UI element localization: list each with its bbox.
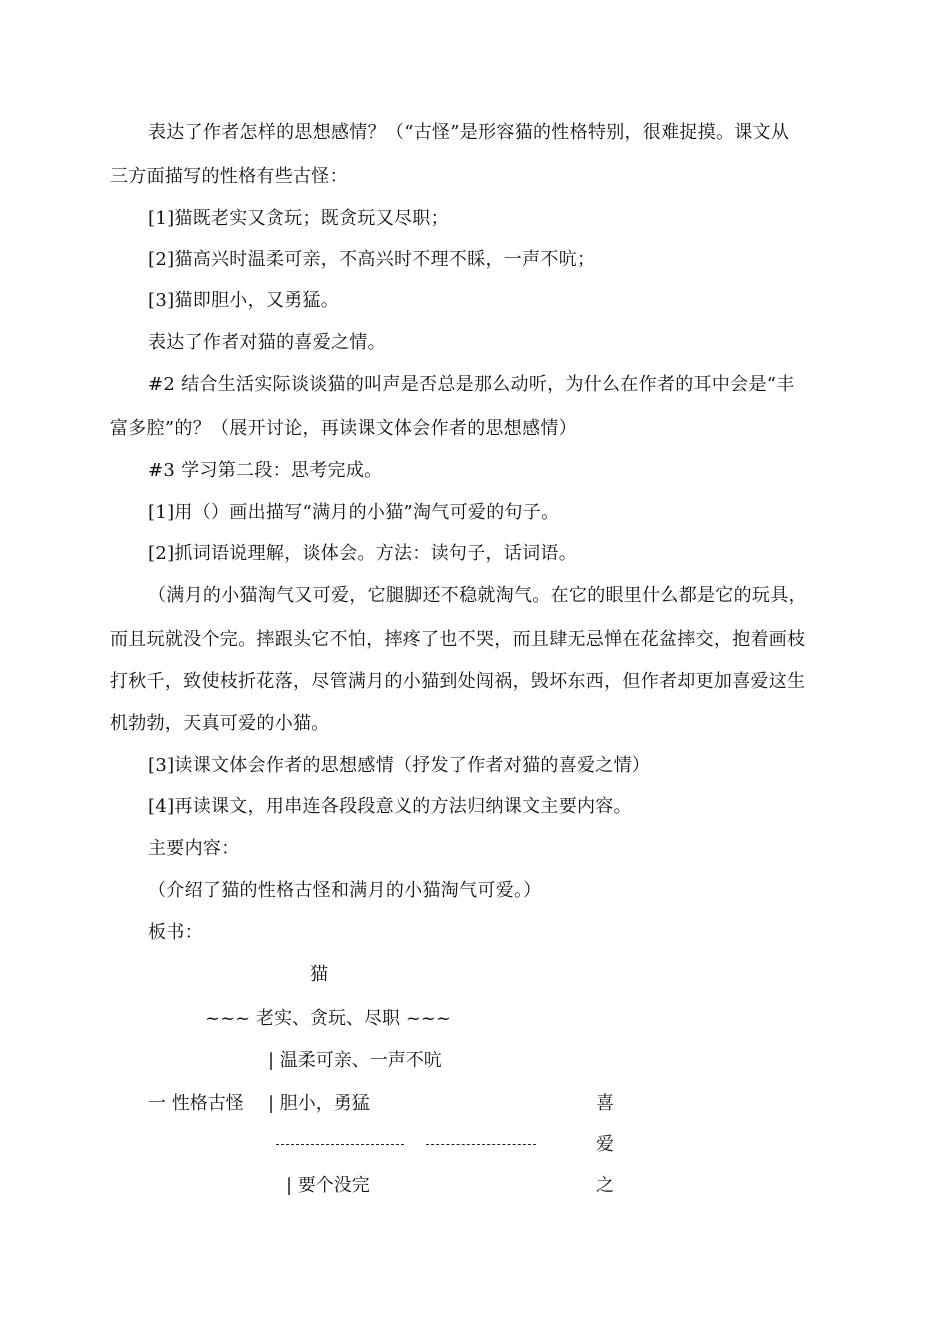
- board-vertical-char-1: 喜: [596, 1093, 614, 1114]
- paragraph-18: 主要内容：: [148, 838, 240, 859]
- paragraph-8: 富多腔”的？（展开讨论，再读课文体会作者的思想感情）: [110, 418, 577, 439]
- board-row-gentle: | 温柔可亲、一声不吭: [268, 1050, 442, 1071]
- paragraph-3: [1]猫既老实又贪玩；既贪玩又尽职；: [148, 208, 449, 229]
- paragraph-19: （介绍了猫的性格古怪和满月的小猫淘气可爱。）: [148, 880, 542, 901]
- board-row-traits: ~~~ 老实、贪玩、尽职 ~~~: [205, 1008, 451, 1029]
- paragraph-11: [2]抓词语说理解，谈体会。方法：读句子，话词语。: [148, 543, 577, 564]
- paragraph-15: 机勃勃，天真可爱的小猫。: [110, 713, 330, 734]
- board-divider-right: [426, 1144, 536, 1145]
- paragraph-16: [3]读课文体会作者的思想感情（抒发了作者对猫的喜爱之情）: [148, 755, 651, 776]
- paragraph-14: 打秋千，致使枝折花落，尽管满月的小猫到处闯祸，毁坏东西，但作者却更加喜爱这生: [110, 671, 806, 692]
- paragraph-9: #3 学习第二段：思考完成。: [148, 460, 383, 481]
- board-row-playful: | 要个没完: [286, 1175, 370, 1196]
- paragraph-4: [2]猫高兴时温柔可亲，不高兴时不理不睬，一声不吭；: [148, 249, 596, 270]
- paragraph-7: #2 结合生活实际谈谈猫的叫声是否总是那么动听，为什么在作者的耳中会是“丰: [148, 374, 795, 395]
- paragraph-13: 而且玩就没个完。摔跟头它不怕，摔疼了也不哭，而且肆无忌惮在花盆摔交，抱着画枝: [110, 629, 806, 650]
- paragraph-2: 三方面描写的性格有些古怪：: [110, 166, 348, 187]
- board-title: 猫: [310, 964, 328, 985]
- board-vertical-char-2: 爱: [596, 1134, 614, 1155]
- board-row-timid: | 胆小，勇猛: [268, 1093, 370, 1114]
- board-divider-left: [276, 1144, 404, 1145]
- paragraph-20: 板书：: [148, 922, 203, 943]
- paragraph-6: 表达了作者对猫的喜爱之情。: [148, 332, 386, 353]
- paragraph-1: 表达了作者怎样的思想感情？（“古怪”是形容猫的性格特别，很难捉摸。课文从: [148, 122, 790, 143]
- paragraph-10: [1]用（）画出描写“满月的小猫”淘气可爱的句子。: [148, 502, 560, 523]
- paragraph-17: [4]再读课文，用串连各段段意义的方法归纳课文主要内容。: [148, 796, 632, 817]
- board-row-character: 一 性格古怪: [148, 1093, 244, 1114]
- board-vertical-char-3: 之: [596, 1175, 614, 1196]
- paragraph-12: （满月的小猫淘气又可爱，它腿脚还不稳就淘气。在它的眼里什么都是它的玩具，: [148, 585, 807, 606]
- paragraph-5: [3]猫即胆小，又勇猛。: [148, 290, 340, 311]
